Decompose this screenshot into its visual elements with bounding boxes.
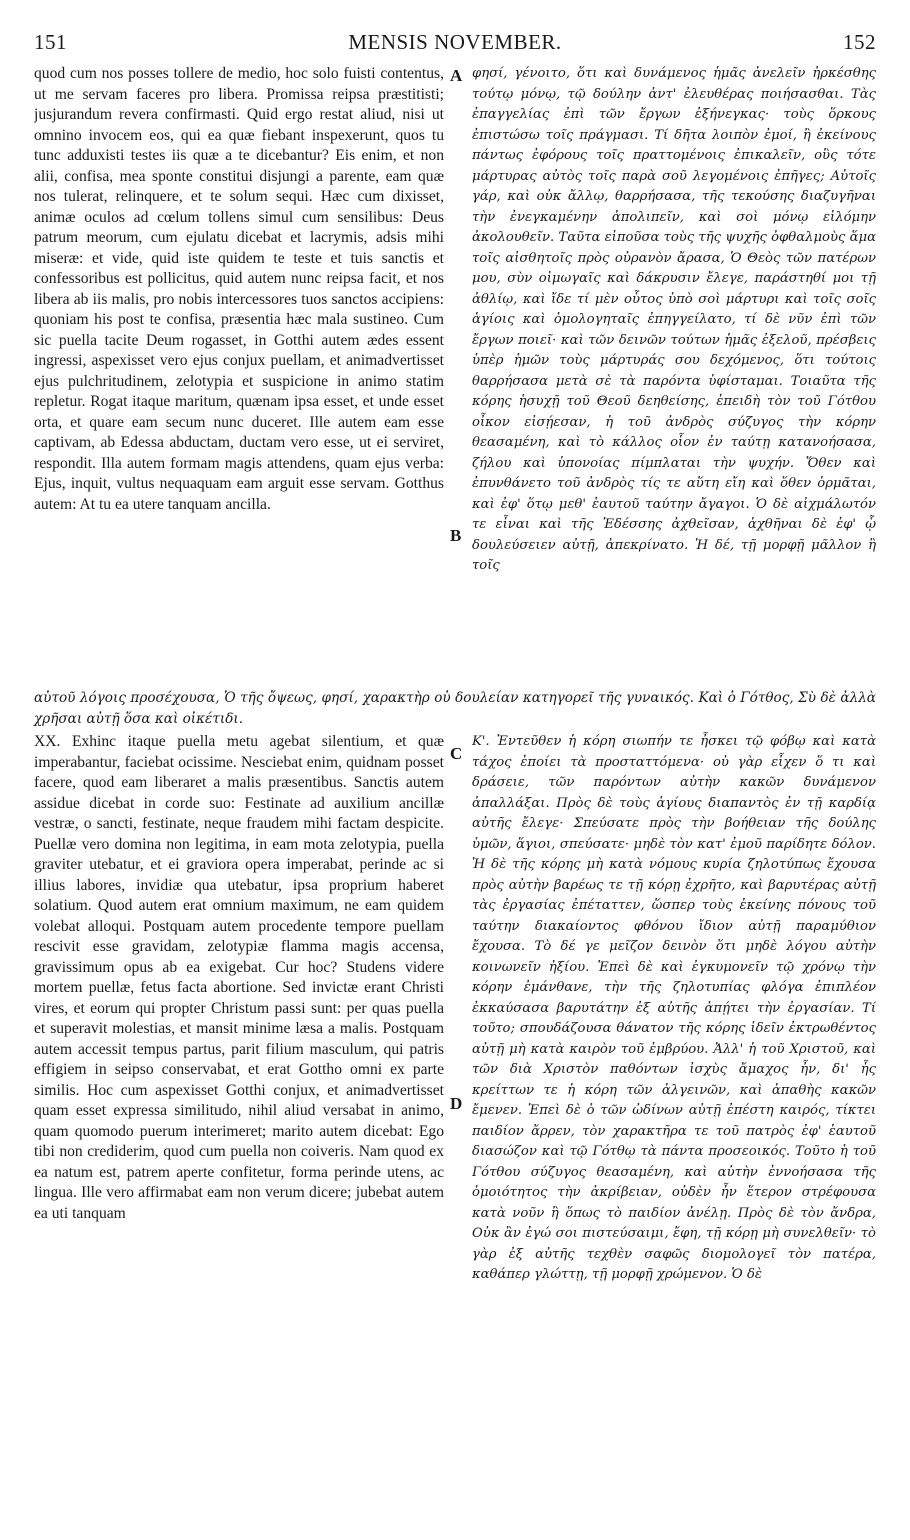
greek-full-width-line: αὐτοῦ λόγοις προσέχουσα, Ὁ τῆς ὄψεως, φησί, χαρακτὴρ οὐ δουλείαν κατηγορεῖ τῆς γυναικός. Καὶ ὁ Γότθος, Σὺ δὲ ἀλλὰ χρῆσαι αὐτῇ ὅσα καὶ οἰκέτιδι.	[34, 690, 876, 727]
section-marker-d: D	[450, 1094, 463, 1113]
greek-paragraph: φησί, γένοιτο, ὅτι καὶ δυνάμενος ἡμᾶς ἀνελεῖν ἠρκέσθης τούτῳ μόνῳ, τῷ δούλην ἀντ' ἐλευθέρας ποιήσασθαι. Τὰς ἐπαγγελίας ἐπὶ τῶν ἔργων ἐξήνεγκας· τοὺς ὅρκους ἐπιστώσω τοῖς πράγμασι. Τί δῆτα λοιπὸν ἐμοί, ἢ ἐκείνους πάντως ἐφόρους τοῖς πραττομένοις ἐπικαλεῖν, οὓς τότε μάρτυρας αὐτὸς τοῖς παρὰ σοῦ λεγομένοις ἐπῆγες; Αὐτοῖς γάρ, καὶ οὐκ ἄλλῳ, θαρρήσασα, τῆς τεκούσης διαζυγῆναι τὴν ἐνεγκαμένην ἀπολιπεῖν, καὶ σοὶ μόνῳ εἱλόμην ἀκολουθεῖν. Ταῦτα εἰποῦσα τοὺς τῆς ψυχῆς ὀφθαλμοὺς ἅμα τοῖς αἰσθητοῖς πρὸς οὐρανὸν ἄρασα, Ὁ Θεὸς τῶν πατέρων μου, σὺν οἰμωγαῖς καὶ δάκρυσιν ἔλεγε, παράστηθί μοι τῇ ἀθλίῳ, καὶ ἴδε τί μὲν οὗτος ὑπὸ σοὶ μάρτυρι καὶ τοῖς σοῖς ἁγίοις καὶ ὁμολογηταῖς ἐπηγγείλατο, τί δὲ νῦν ἐπὶ τῶν ἔργων ποιεῖ· καὶ τῶν δεινῶν τούτων ἡμᾶς ἐξελοῦ, πρέσβεις ὑπὲρ ἡμῶν τοὺς μάρτυράς σου δεχόμενος, ὅτι τούτοις θαρρήσασα μετὰ σὲ τὰ παρόντα ὑφίσταμαι. Τοιαῦτα τῆς κόρης ἡσυχῇ τοῦ Θεοῦ δεηθείσης, ἐπειδὴ τὸν τοῦ Γότθου οἶκον εἰσῄεσαν, ἡ τοῦ ἀνδρὸς σύζυγος τὴν κόρην θεασαμένη, καὶ τὸ κάλλος οἷον ἐν ταύτῃ κατανοήσασα, ζήλου καὶ ὑπονοίας πίμπλαται τὴν ψυχήν. Ὅθεν καὶ ἐπυνθάνετο τοῦ ἀνδρὸς τίς τε αὕτη εἴη καὶ ὅθεν ὁρμᾶται, καὶ ἐφ' ὅτῳ μεθ' ἑαυτοῦ ταύτην ἄγαγοι. Ὁ δὲ αἰχμάλωτόν τε εἶναι καὶ τῆς Ἐδέσσης ἀχθεῖσαν, ἀχθῆναι δὲ ἐφ' ᾧ δουλεύσειεν αὐτῇ, ἀπεκρίνατο. Ἡ δέ, τῇ μορφῇ μᾶλλον ἢ τοῖς	[472, 66, 876, 573]
greek-column-lower	[472, 732, 876, 1512]
section-marker-c: C	[450, 744, 463, 763]
greek-paragraph: Κ'. Ἐντεῦθεν ἡ κόρη σιωπήν τε ἦσκει τῷ φόβῳ καὶ κατὰ τάχος ἐποίει τὰ προσταττόμενα· οὐ γὰρ εἶχεν ὅ τι καὶ δράσειε, τῶν παρόντων αὐτὴν κακῶν δυνάμενον ἀπαλλάξαι. Πρὸς δὲ τοὺς ἁγίους διαπαντὸς ἐν τῇ καρδίᾳ αὐτῆς ἔλεγε· Σπεύσατε πρὸς τὴν βοήθειαν τῆς δούλης ὑμῶν, ἅγιοι, σπεύσατε· μηδὲ τὸν κατ' ἐμοῦ παρίδητε δόλον. Ἡ δὲ τῆς κόρης μὴ κατὰ νόμους κυρία ζηλοτύπως ἔχουσα πρὸς αὐτὴν βαρέως τε τῇ κόρῃ ἐχρῆτο, καὶ βαρυτέρας αὐτῇ τὰς ἐργασίας ἐπέταττεν, ὥσπερ τοὺς ἐκείνης πόνους τοῦ ταύτην διακαίοντος φθόνου ἴδιον αὐτῇ παραμύθιον ἔχουσα. Τὸ δέ γε μεῖζον δεινὸν ὅτι μηδὲ λόγου αὐτὴν κοινωνεῖν ἠξίου. Ἐπεὶ δὲ καὶ ἐγκυμονεῖν τῷ χρόνῳ τὴν κόρην ἐμάνθανε, τὴν τῆς ζηλοτυπίας φλόγα ἐπιπλέον ἐκκαύσασα βαρυτάτην ἐξ αὐτῆς ἀπῄτει τὴν ἐργασίαν. Τί τοῦτο; σπουδάζουσα θάνατον τῆς κόρης ἰδεῖν ἐκτρωθέντος αὐτῇ μὴ κατὰ καιρὸν τοῦ ἐμβρύου. Ἀλλ' ἡ τοῦ Χριστοῦ, καὶ τῶν διὰ Χριστὸν παθόντων ἰσχὺς ἄμαχος ἦν, δι' ἧς κρείττων τε ἡ κόρη τῶν ἀλγεινῶν, καὶ ἀπαθὴς κακῶν ἔμενεν. Ἐπεὶ δὲ ὁ τῶν ὠδίνων αὐτῇ ἐπέστη καιρός, τίκτει παιδίον ἄρρεν, τὸν χαρακτῆρα τε τοῦ πατρὸς ἐφ' ἑαυτοῦ διασώζον καὶ τῷ Γότθῳ τὰ πάντα προσεοικός. Τοῦτο ἡ τοῦ Γότθου σύζυγος θεασαμένη, καὶ αὐτὴν ἐννοήσασα τῆς ὁμοιότητος τὴν ἀκρίβειαν, οὐδὲν ἦν ἕτερον στρέφουσα κατὰ νοῦν ἢ ὅπως τὸ παιδίον ἀνέλῃ. Πρὸς δὲ τὸν ἄνδρα, Οὐκ ἂν ἐγώ σοι πιστεύσαιμι, ἔφη, τῇ κόρῃ μὴ συνελθεῖν· τὸ γὰρ ἐξ αὐτῆς τεχθὲν σαφῶς διομολογεῖ τὸν πατέρα, καθάπερ γλώττῃ, τῇ μορφῇ χρώμενον. Ὁ δὲ	[472, 734, 876, 1282]
section-marker-a: A	[450, 66, 463, 85]
page-header	[34, 30, 876, 64]
running-title: MENSIS NOVEMBER.	[348, 30, 562, 54]
latin-column-upper	[34, 64, 444, 686]
latin-column-lower	[34, 732, 444, 1512]
greek-column-upper	[472, 64, 876, 686]
page-number-right: 152	[843, 30, 876, 54]
latin-paragraph: XX. Exhinc itaque puella metu agebat silentium, et quæ imperabantur, faciebat ocissime. Nesciebat enim, quidnam posset facere, quod eam liberaret a malis præsentibus. Sanctis autem assidue dicebat in corde suo: Festinate ad auxilium ancillæ vestræ, o sancti, festinate, neque fraudem mihi factam despicite. Puellæ vero domina non legitima, in eam mota zelotypia, puella graviter utebatur, et ei graviora opera imperabat, perinde ac si illius labores, invidiæ qua utebatur, ipsa proprium haberet solatium. Quod autem erat omnium maximum, ne eam quidem volebat alloqui. Postquam autem procedente tempore puellam rescivit esse gravidam, zelotypiæ flamma magis accensa, gravissimum opus ab ea exigebat. Cur hoc? Studens videre mortem puellæ, fetus facta abortione. Sed invictæ erant Christi vires, et eorum qui propter Christum passi sunt: per quas puella et superavit molestias, et mansit minime læsa a malis. Postquam autem accessit tempus partus, parit filium masculum, qui patris effigiem in seipso conservabat, et erat Gottho omni ex parte similis. Hoc cum aspexisset Gotthi conjux, et animadvertisset quam esset expressa similitudo, nihil aliud versabat in animo, quam quomodo puerum interimeret; marito autem dicebat: Ego tibi non crediderim, quod cum puella non coiveris. Nam quod ex ea natum est, patrem aperte confitetur, forma perinde utens, ac lingua. Ille vero affirmabat eam non verum dicere; jubebat autem ea uti tanquam	[34, 733, 444, 1222]
section-marker-b: B	[450, 526, 462, 545]
page-number-left: 151	[34, 30, 67, 54]
latin-paragraph: quod cum nos posses tollere de medio, hoc solo fuisti contentus, ut me servam faceres pro libera. Promissa reipsa præstitisti; jusjurandum revera confirmasti. Quid ergo restat aliud, nisi ut omnino invocem eos, qui ea quæ fiebant inspexerunt, quos tu tunc adduxisti testes iis quæ a te dicebantur? Eis enim, et non alii, confisa, mea sponte constitui disjungi a parente, eam quæ nos tulerat, relinquere, et te solum sequi. Hæc cum dixisset, animæ oculos ad cœlum tollens simul cum sensilibus: Deus patrum meorum, cum ejulatu dicebat et lacrymis, adsis mihi miseræ: et vide, quid iste quidem te teste et tuis sanctis et confessoribus est pollicitus, quid autem nunc reipsa facit, et nos libera ab iis malis, pro nobis intercessores tuos sanctos accipiens: quoniam his post te confisa, præsentia hæc mala sustineo. Cum sic puella tacite Deum rogasset, in Gotthi autem ædes essent ingressi, aspexisset vero ejus conjux puellam, et animadvertisset ejus pulchritudinem, zelotypia et suspicione in animo statim repletur. Rogat itaque maritum, quænam ipsa esset, et unde esset orta, et quare eam secum nunc duceret. Ille autem eam esse captivam, ab Edessa abductam, ductam vero esse, ut ei serviret, respondit. Illa autem formam magis attendens, quam ejus verba: Ejus, inquit, vultus nequaquam eam arguit esse servam. Gotthus autem: At tu ea utere tanquam ancilla.	[34, 65, 444, 513]
